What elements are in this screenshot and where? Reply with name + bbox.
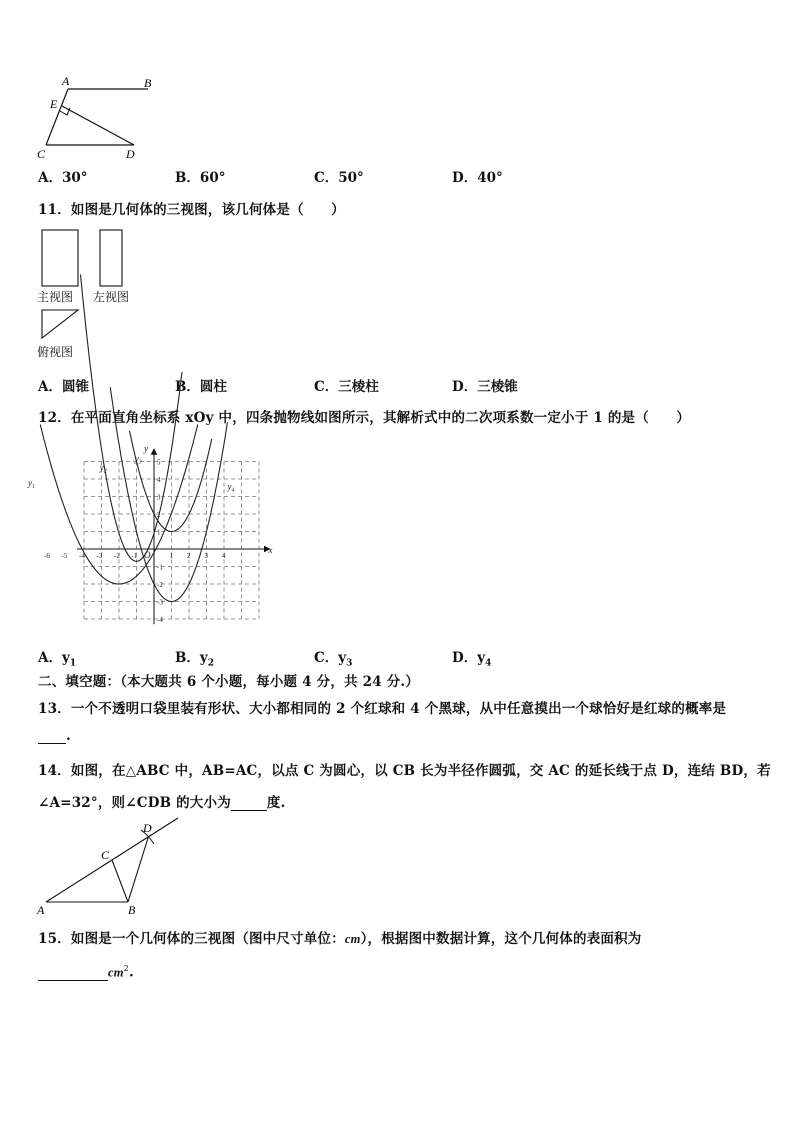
- x-tick-label: 3: [204, 552, 208, 560]
- curve-label-y4: $y_4$: [227, 481, 235, 494]
- curve-label-y2: $y_2$: [99, 462, 107, 475]
- q15-stem: 15．如图是一个几何体的三视图（图中尺寸单位：cm），根据图中数据计算，这个几何体的表面积为: [38, 931, 642, 947]
- y-tick-label: -3: [157, 598, 163, 607]
- q11-option-b: B．圆柱: [175, 379, 227, 395]
- x-tick-label: -5: [61, 552, 68, 560]
- q12-stem: 12．在平面直角坐标系 xOy 中，四条抛物线如图所示，其解析式中的二次项系数一定小于 1 的是（ ）: [38, 410, 691, 426]
- y-tick-label: -1: [157, 563, 163, 572]
- front-view-rect: [42, 230, 78, 286]
- y-axis-label: y: [144, 443, 148, 454]
- x-tick-label: 1: [169, 552, 173, 560]
- y-tick-label: -4: [157, 616, 163, 624]
- q10-option-b: B．60°: [175, 170, 226, 186]
- point-label-d: D: [143, 821, 152, 835]
- x-tick-label: -4: [79, 552, 85, 560]
- front-view-label: 主视图: [37, 290, 74, 304]
- point-label-b: B: [128, 903, 136, 917]
- section-title-fill-in: 二、填空题：（本大题共 6 个小题，每小题 4 分，共 24 分.）: [38, 674, 420, 690]
- point-label-a: A: [37, 903, 45, 917]
- left-view-rect: [100, 230, 122, 286]
- q10-figure: [30, 70, 170, 165]
- q13-answer-line: .: [38, 728, 71, 744]
- y-tick-label: 1: [157, 528, 161, 537]
- point-label-c: C: [101, 848, 110, 862]
- q14-figure: [30, 814, 190, 918]
- point-label-a: A: [62, 74, 70, 88]
- curve-label-y1: $y_1$: [28, 478, 35, 490]
- q11-option-c: C．三棱柱: [314, 379, 379, 395]
- point-label-c: C: [37, 147, 46, 161]
- q14-stem-line2: ∠A=32°，则∠CDB 的大小为 度.: [38, 795, 286, 811]
- q15-answer-blank[interactable]: [38, 966, 108, 981]
- point-label-e: E: [50, 97, 58, 111]
- q12-option-c: C．$y_3$: [314, 650, 353, 669]
- q10-option-d: D．40°: [452, 170, 503, 186]
- x-tick-label: 2: [187, 552, 191, 560]
- origin-label: O: [144, 550, 151, 560]
- x-tick-label: 4: [222, 552, 226, 560]
- q14-stem-line1: 14．如图，在△ABC 中，AB=AC，以点 C 为圆心，以 CB 长为半径作圆弧，交 AC 的延长线于点 D，连结 BD，若: [38, 763, 771, 779]
- x-axis-label: x: [268, 545, 273, 555]
- top-view-triangle: [42, 310, 78, 338]
- q12-option-b: B．$y_2$: [175, 650, 215, 669]
- y-tick-label: 2: [157, 511, 161, 519]
- q12-parabola-graph: [28, 438, 273, 624]
- q11-option-a: A．圆锥: [38, 379, 89, 395]
- q13-stem: 13．一个不透明口袋里装有形状、大小都相同的 2 个红球和 4 个黑球，从中任意摸出一个球恰好是红球的概率是: [38, 701, 727, 717]
- y-tick-label: 4: [157, 476, 161, 484]
- curve-label-y3: $y_3$: [134, 453, 142, 466]
- q12-option-a: A．$y_1$: [38, 650, 77, 669]
- left-view-label: 左视图: [93, 290, 130, 304]
- x-tick-label: -1: [131, 552, 138, 560]
- q11-option-d: D．三棱锥: [452, 379, 518, 395]
- point-label-d: D: [126, 147, 135, 161]
- point-label-b: B: [144, 76, 152, 90]
- x-tick-label: -3: [96, 552, 103, 560]
- y-tick-label: -2: [157, 581, 163, 589]
- q10-option-c: C．50°: [314, 170, 364, 186]
- top-view-label: 俯视图: [37, 345, 74, 359]
- y-tick-label: 5: [157, 458, 161, 467]
- x-tick-label: -2: [114, 552, 120, 560]
- y-tick-label: 3: [157, 493, 161, 502]
- q13-answer-blank[interactable]: [38, 729, 66, 744]
- q10-option-a: A．30°: [38, 170, 88, 186]
- q11-stem: 11．如图是几何体的三视图，该几何体是（ ）: [38, 202, 345, 218]
- q12-option-d: D．$y_4$: [452, 650, 492, 669]
- q14-answer-blank[interactable]: [231, 796, 267, 811]
- x-tick-label: -6: [44, 552, 50, 560]
- q15-answer-line: $cm^2$.: [38, 964, 134, 981]
